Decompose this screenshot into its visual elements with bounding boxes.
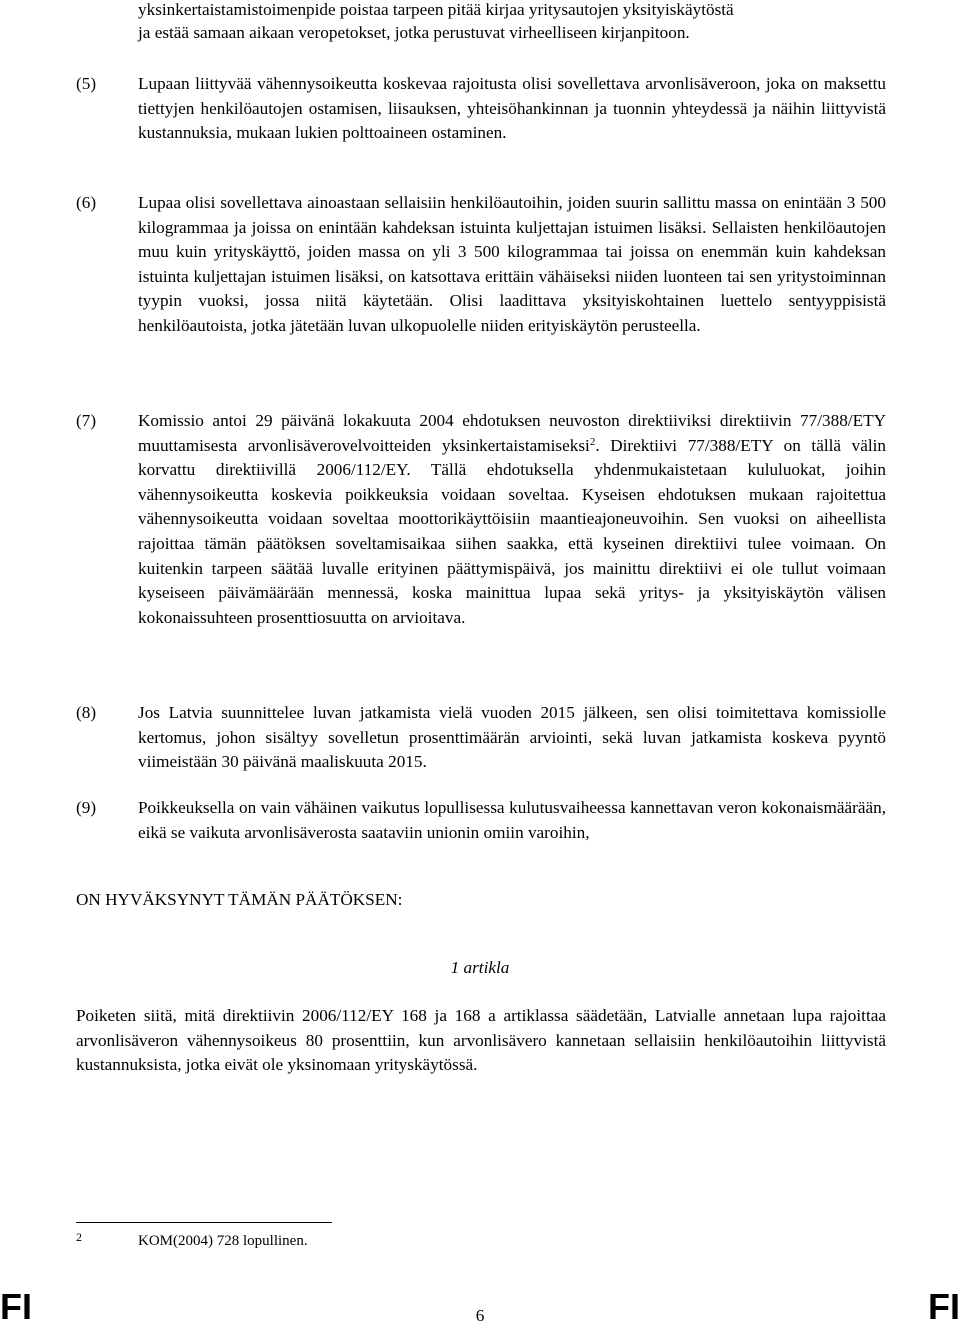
footer-language-left: FI [0,1286,32,1327]
paragraph-number: (6) [76,193,97,212]
footer-language-right: FI [928,1286,960,1327]
footnote-reference: 2 [589,435,596,448]
article-text: Poiketen siitä, mitä direktiivin 2006/112/EY 168 ja 168 a artiklassa säädetään, Latvialle annetaan lupa rajoittaa arvonlisäveron vähennysoikeus 80 prosenttiin, kun arvonlisävero kannetaan sellaisiin henkilöautoihin liittyvistä kustannuksista, jotka eivät ole yksinomaan yrityskäytössä. [76,1006,886,1075]
paragraph-number: (9) [76,798,97,817]
paragraph-text: Jos Latvia suunnittelee luvan jatkamista vielä vuoden 2015 jälkeen, sen olisi toimitettava komissiolle kertomus, johon sisältyy sovelletun prosenttimäärän arviointi, sekä luvan jatkamista koskeva pyyntö viimeistään 30 päivänä maaliskuuta 2015. [138,703,886,772]
footnote-number: 2 [76,1230,82,1244]
paragraph-7 [76,409,886,630]
paragraph-number: (8) [76,703,97,722]
paragraph-text-before-note: Komissio antoi 29 päivänä lokakuuta 2004 ehdotuksen neuvoston direktiiviksi direktiivin 77/388/ETY muuttamisesta arvonlisäverovelvoitteiden yksinkertaistamiseksi [138,411,886,455]
footnote-text: KOM(2004) 728 lopullinen. [138,1233,308,1249]
paragraph-text: Lupaan liittyvää vähennysoikeutta koskevaa rajoitusta olisi sovellettava arvonlisäveroon, joka on maksettu tiettyjen henkilöautojen ostamisen, liisauksen, yhteisöhankinnan ja tuonnin yhteydessä ja näihin liittyvistä kustannuksia, mukaan lukien polttoaineen ostaminen. [138,74,886,143]
paragraph-text: Lupaa olisi sovellettava ainoastaan sellaisiin henkilöautoihin, joiden suurin sallittu massa on enintään 3 500 kilogrammaa ja joissa on enintään kahdeksan istuinta kuljettajan istuimen lisäksi. Sellaisten henkilöautojen muu kuin yrityskäyttö, joiden massa on yli 3 500 kilogrammaa tai joissa on enemmän kuin kahdeksan istuinta kuljettajan istuimen lisäksi, on katsottava erittäin vähäiseksi niiden luonteen tai sen yritystoiminnan tyypin vuoksi, jossa niitä käytetään. Olisi laadittava yksityiskohtainen luettelo sentyyppisistä henkilöautoista, jotka jätetään luvan ulkopuolelle niiden erityiskäytön perusteella. [138,193,886,335]
paragraph-text: Poikkeuksella on vain vähäinen vaikutus lopullisessa kulutusvaiheessa kannettavan veron kokonaismäärään, eikä se vaikuta arvonlisäverosta saataviin unionin omiin varoihin, [138,798,886,842]
paragraph-text-after-note: . Direktiivi 77/388/ETY on tällä välin korvattu direktiivillä 2006/112/EY. Tällä ehdotuksella yhdenmukaistetaan kululuokat, joihin vähennysoikeutta koskevia poikkeuksia voidaan soveltaa. Kyseisen ehdotuksen mukaan rajoitettua vähennysoikeutta voidaan soveltaa moottorikäyttöisiin maantieajoneuvoihin. Sen vuoksi on aiheellista rajoittaa tämän päätöksen soveltamisaikaa siihen saakka, että kyseinen direktiivi tulee voimaan. On kuitenkin tarpeen säätää luvalle erityinen päättymispäivä, jos mainittu direktiivi ei ole tullut voimaan kyseiseen päivämäärään mennessä, koska mainittua lupaa sekä yritys- ja yksityiskäytön välisen kokonaissuhteen prosenttiosuutta on arvioitava. [138,435,887,627]
intro-text [138,0,886,44]
paragraph-number: (5) [76,74,97,93]
paragraph-number: (7) [76,411,97,430]
paragraph-5 [76,72,886,146]
page-number: 6 [475,1306,485,1325]
adoption-heading: ON HYVÄKSYNYT TÄMÄN PÄÄTÖKSEN: [76,890,403,909]
paragraph-6 [76,191,886,339]
paragraph-8 [76,701,886,775]
article-title: 1 artikla [450,958,510,977]
paragraph-9 [76,796,886,845]
intro-line-1: yksinkertaistamistoimenpide poistaa tarpeen pitää kirjaa yritysautojen yksityiskäytöstä [138,0,734,19]
intro-line-2: ja estää samaan aikaan veropetokset, jotka perustuvat virheelliseen kirjanpitoon. [138,23,690,42]
footnote-separator [76,1222,332,1223]
paragraph-text [138,409,886,630]
